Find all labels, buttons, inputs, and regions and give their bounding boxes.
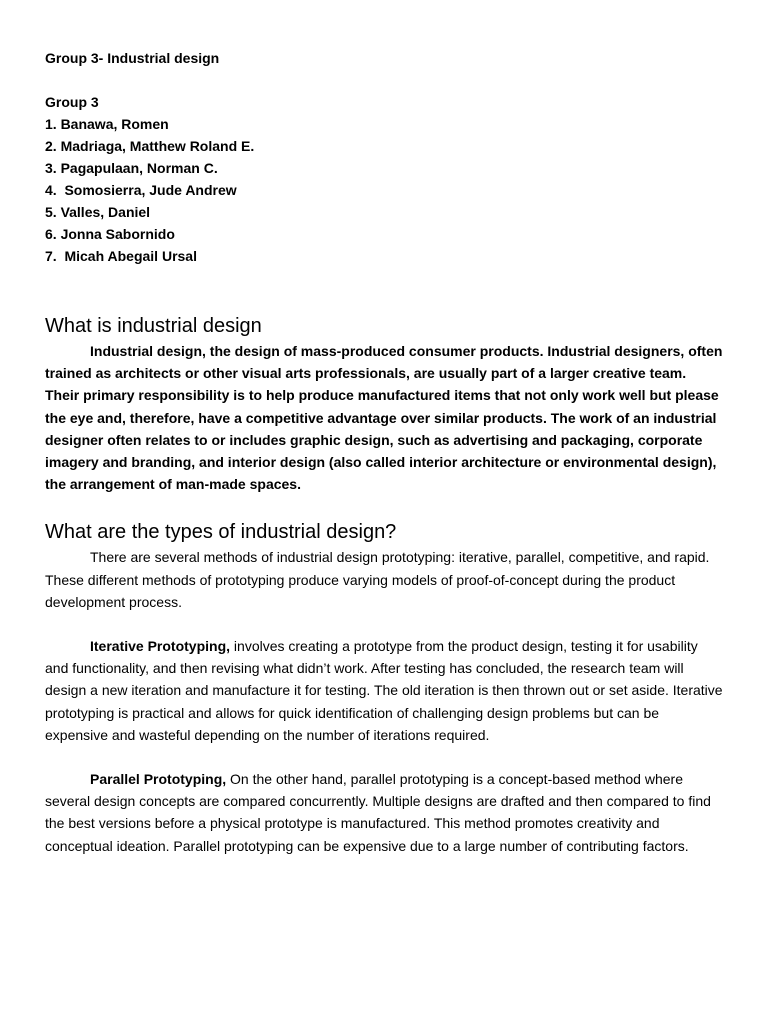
section-paragraph-iterative: [45, 635, 723, 746]
paragraph-lead-term: Iterative Prototyping,: [90, 638, 231, 655]
document-title: Group 3- Industrial design: [45, 50, 220, 66]
member-list: [45, 113, 723, 267]
member-item: 7. Micah Abegail Ursal: [45, 248, 197, 264]
section-paragraph-parallel: [45, 768, 723, 857]
paragraph-text: involves creating a prototype from the product design, testing it for usability and functionality, and then revising what didn’t work. After testing has concluded, the research team will design a new iteration and manufacture it for testing. The old iteration is then thrown out or set aside. Iterative prototyping is practical and allows for quick identification of challenging design problems but can be expensive and wasteful depending on the number of iterations required.: [45, 638, 723, 743]
member-item: 3. Pagapulaan, Norman C.: [45, 160, 218, 176]
paragraph-text: Industrial design, the design of mass-produced consumer products. Industrial designers, often trained as architects or other visual arts professionals, are usually part of a larger creative team. Their primary responsibility is to help produce manufactured items that not only work well but please the eye and, therefore, have a competitive advantage over similar products. The work of an industrial designer often relates to or includes graphic design, such as advertising and packaging, corporate imagery and branding, and interior design (also called interior architecture or environmental design), the arrangement of man-made spaces.: [45, 343, 723, 493]
section-heading-what-is: What is industrial design: [45, 315, 262, 337]
paragraph-text: There are several methods of industrial design prototyping: iterative, parallel, competitive, and rapid. These different methods of prototyping produce varying models of proof-of-concept during the product development process.: [45, 549, 710, 610]
section-paragraph-intro: [45, 546, 723, 613]
paragraph-text: On the other hand, parallel prototyping is a concept-based method where several design concepts are compared concurrently. Multiple designs are drafted and then compared to find the best versions before a physical prototype is manufactured. This method promotes creativity and conceptual ideation. Parallel prototyping can be expensive due to a large number of contributing factors.: [45, 771, 711, 854]
member-item: 6. Jonna Sabornido: [45, 226, 175, 242]
member-item: 4. Somosierra, Jude Andrew: [45, 182, 237, 198]
member-item: 2. Madriaga, Matthew Roland E.: [45, 138, 255, 154]
section-heading-types: What are the types of industrial design?: [45, 521, 397, 544]
member-item: 5. Valles, Daniel: [45, 204, 151, 220]
document-body: [45, 47, 723, 857]
group-block: [45, 91, 723, 267]
section-paragraph-definition: [45, 340, 723, 495]
member-item: 1. Banawa, Romen: [45, 116, 169, 132]
group-label: Group 3: [45, 94, 99, 110]
paragraph-lead-term: Parallel Prototyping,: [90, 771, 227, 788]
